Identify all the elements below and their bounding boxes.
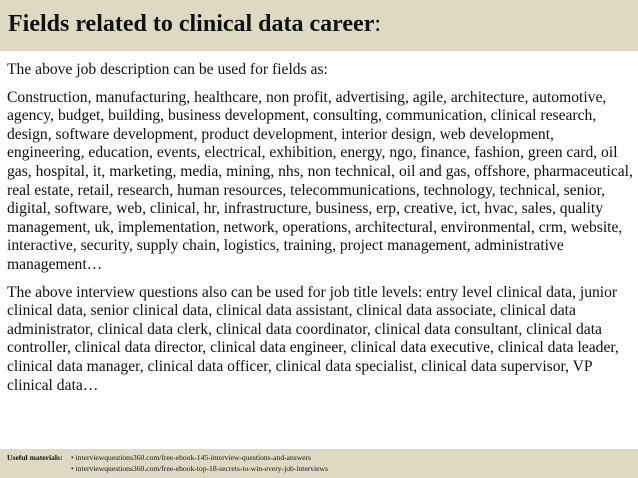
job-levels-paragraph: The above interview questions also can be used for job title levels: entry level clinical data, junior clinical data, senior clinical data, clinical data assistant, clinical data associate, clinical data administrator, clinical data clerk, clinical data coordinator, clinical data consultant, clinical data controller, clinical data director, clinical data engineer, clinical data executive, clinical data leader, clinical data manager, clinical data officer, clinical data specialist, clinical data supervisor, VP clinical data… [7,283,619,394]
footer-row-2 [7,463,638,474]
footer-bar [0,449,638,478]
footer-indent [7,463,71,474]
footer-link-ebook-145[interactable]: • interviewquestions360.com/free-ebook-145-interview-questions-and-answers [71,453,312,462]
page-title-text: Fields related to clinical data career [8,11,375,37]
main-content [7,61,633,404]
page-title [8,8,638,40]
useful-materials-label-text: Useful materials [7,453,60,462]
fields-paragraph: Construction, manufacturing, healthcare, non profit, advertising, agile, architecture, automotive, agency, budget, building, business development, consulting, communication, clinical research, design, software development, product development, interior design, web development, engineering, education, events, electrical, exhibition, energy, ngo, finance, fashion, green card, oil gas, hospital, it, marketing, media, mining, nhs, non technical, oil and gas, offshore, pharmaceutical, real estate, retail, research, human resources, telecommunications, technology, technical, senior, digital, software, web, clinical, hr, infrastructure, business, erp, creative, ict, hvac, sales, quality management, uk, implementation, network, operations, architectural, environmental, crm, website, interactive, security, supply chain, logistics, training, project management, administrative management… [7,88,633,273]
footer-row-1 [7,452,638,463]
page-title-colon: : [374,11,382,37]
useful-materials-label [7,452,71,463]
intro-text: The above job description can be used for fields as: [7,61,328,78]
useful-materials-label-colon: : [59,453,63,462]
title-bar [0,0,638,51]
footer-link-ebook-top-18[interactable]: • interviewquestions360.com/free-ebook-top-18-secrets-to-win-every-job-interviews [71,464,328,473]
